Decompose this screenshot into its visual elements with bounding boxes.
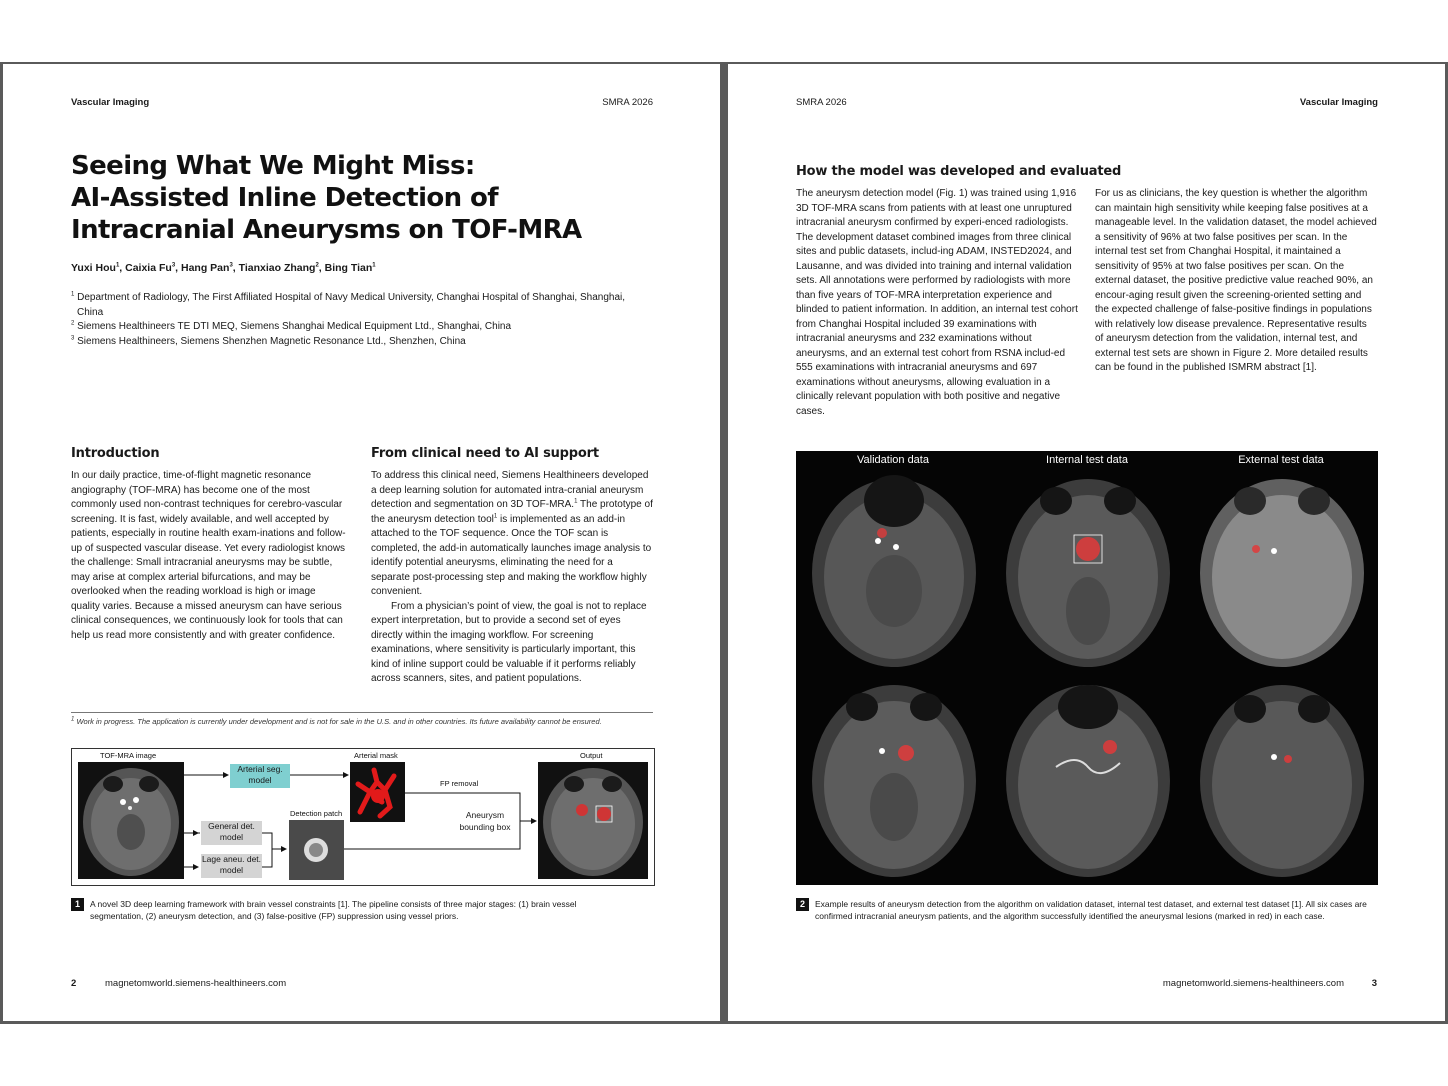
column-header-internal: Internal test data <box>1046 454 1128 466</box>
affiliation: $^3$ Siemens Healthineers, Siemens Shenzhen Magnetic Resonance Ltd., Shenzhen, China <box>71 335 466 347</box>
large-aneurysm-det-model-box: Lage aneu. det. model <box>201 854 262 878</box>
label-output: Output <box>580 751 603 760</box>
detection-patch-image <box>289 820 344 880</box>
figure-1-caption: A novel 3D deep learning framework with brain vessel constraints [1]. The pipeline consists of three major stages: (1) brain vessel segmentation, (2) aneurysm detection, and (3) false-positive (FP) suppression using vessel priors. <box>90 899 577 921</box>
affiliation: $^1$ Department of Radiology, The First Affiliated Hospital of Navy Medical University, Changhai Hospital of Shanghai, Shanghai, China <box>71 291 626 318</box>
footnote-divider <box>71 712 653 713</box>
arterial-seg-model-box: Arterial seg. model <box>230 764 290 788</box>
mri-scan-internal-1 <box>996 471 1180 671</box>
results-text: For us as clinicians, the key question is whether the algorithm can maintain high sensitivity while keeping false positives at a manageable level. In the validation dataset, the model achieved a sensitivity of 96% at two false positives per scan. In the internal test set from Changhai Hospital, it maintained a sensitivity of 95% at two false positives per scan. On the external dataset, the positive predictive value reached 90%, an encour-aging result given the screening-oriented setting and the expected challenge of false-positive findings in populations with relatively low disease prevalence. Representative results of aneurysm detection from the validation, internal test, and external test sets are shown in Figure 2. More detailed results can be found in the published ISMRM abstract [1]. <box>1095 188 1377 373</box>
label-arterial-mask: Arterial mask <box>354 751 398 760</box>
figure-2-caption: Example results of aneurysm detection from the algorithm on validation dataset, internal test dataset, and external test dataset [1]. All six cases are confirmed intracranial aneurysm patients, and the algorithm successfully identified the aneurysmal lesions (marked in red) in each case. <box>815 899 1367 921</box>
running-header-left: Vascular Imaging <box>71 97 150 108</box>
figure-2-results-grid <box>796 451 1378 885</box>
title-line: AI-Assisted Inline Detection of <box>71 183 499 213</box>
article-title <box>71 150 671 246</box>
clinical-text <box>371 469 653 687</box>
figure-1-pipeline <box>71 748 655 886</box>
intro-text: In our daily practice, time-of-flight magnetic resonance angiography (TOF-MRA) has become one of the most commonly used non-contrast techniques for cerebro-vascular screening. It is fast, widely available, and well accepted by patients, especially in routine health exam-inations and follow-up of suspected vascular disease. Yet every radiologist knows the challenge: Small intracranial aneurysms may be subtle, may arise at complex arterial bifurcations, and may be overlooked when the reading workload is high or image quality varies. Because a missed aneurysm can have serious clinical consequences, we continuously look for tools that can help us read more consistently and with greater confidence. <box>71 470 346 641</box>
section-heading: How the model was developed and evaluated <box>796 164 1122 179</box>
methods-text: The aneurysm detection model (Fig. 1) was trained using 1,916 3D TOF-MRA scans from patients with at least one unruptured intracranial aneurysm confirmed by experi-enced radiologists. The development dataset combined images from three clinical sites and public datasets, includ-ing ADAM, INSTED2024, and Lausanne, and was divided into training and internal validation sets. All annotations were performed by radiologists with more than five years of TOF-MRA interpretation experience and blinded to patient information. In addition, an internal test cohort from Changhai Hospital included 39 examinations with intracranial aneurysms and 232 examinations without aneurysms, and an external test cohort from RSNA includ-ed 555 examinations with intracranial aneurysms and 697 examinations without aneurysms, allowing evaluation in a clinically relevant population with both positive and negative cases. <box>796 188 1078 417</box>
introduction-section <box>71 446 346 643</box>
author: Yuxi Hou$^1$ <box>71 262 120 274</box>
paragraph: To address this clinical need, Siemens Healthineers developed a deep learning solution for automated intra-cranial aneurysm detection and segmentation on 3D TOF-MRA.$^1$ The prototype of the aneurysm detection tool$^1$ is implemented as an add-in attached to the TOF sequence. Once the TOF scan is completed, the add-in automatically launches image analysis to identify potential aneurysms, eliminating the need for a separate post-processing step and making the workflow highly convenient. <box>371 470 653 597</box>
section-heading: From clinical need to AI support <box>371 446 599 461</box>
arterial-mask-image <box>350 762 405 822</box>
author: Caixia Fu$^3$ <box>125 262 176 274</box>
mri-scan-validation-1 <box>802 471 986 671</box>
section-heading: Introduction <box>71 446 160 461</box>
figure-number-badge: 2 <box>796 898 809 911</box>
brain-scan-icon <box>78 762 184 879</box>
label-detection-patch: Detection patch <box>290 809 343 818</box>
page-number: 2 <box>71 978 77 989</box>
column-header-validation: Validation data <box>857 454 929 466</box>
title-line: Intracranial Aneurysms on TOF-MRA <box>71 215 582 245</box>
general-det-model-box: General det. model <box>201 821 262 845</box>
footer-url: magnetomworld.siemens-healthineers.com <box>105 978 287 989</box>
author: Bing Tian$^1$ <box>324 262 376 274</box>
title-line: Seeing What We Might Miss: <box>71 151 475 181</box>
mri-scan-external-1 <box>1190 471 1374 671</box>
label-tof-mra-image: TOF-MRA image <box>100 751 157 760</box>
aneurysm-bounding-box-label: Aneurysm bounding box <box>459 810 511 832</box>
figure-number-badge: 1 <box>71 898 84 911</box>
author-list: Yuxi Hou$^1$, Caixia Fu$^3$, Hang Pan$^3$, Tianxiao Zhang$^2$, Bing Tian$^1$ <box>71 262 376 274</box>
running-header-left: SMRA 2026 <box>796 97 847 108</box>
left-page <box>3 64 720 1021</box>
vessel-mask-icon <box>350 762 405 822</box>
footer-url: magnetomworld.siemens-healthineers.com <box>1162 978 1344 989</box>
clinical-need-section <box>371 446 653 687</box>
column-header-external: External test data <box>1238 454 1324 466</box>
mri-scan-external-2 <box>1190 677 1374 881</box>
mri-scan-internal-2 <box>996 677 1180 881</box>
author: Tianxiao Zhang$^2$ <box>238 262 319 274</box>
output-image <box>538 762 648 879</box>
paragraph: From a physician’s point of view, the goal is not to replace expert interpretation, but to provide a second set of eyes directly within the imaging workflow. For screening examinations, where sensitivity is particularly important, this kind of inline support could be valuable if it performs reliably across scanners, sites, and patient populations. <box>371 600 647 684</box>
page-number: 3 <box>1371 978 1377 989</box>
label-fp-removal: FP removal <box>440 779 479 788</box>
author: Hang Pan$^3$ <box>181 262 233 274</box>
mri-scan-validation-2 <box>802 677 986 881</box>
output-scan-icon <box>538 762 648 879</box>
running-header-right: Vascular Imaging <box>1299 97 1378 108</box>
footnote: $^1$ Work in progress. The application is currently under development and is not for sale in the U.S. and in other countries. Its future availability cannot be ensured. <box>71 716 602 726</box>
affiliations <box>71 291 631 349</box>
affiliation: $^2$ Siemens Healthineers TE DTI MEQ, Siemens Shanghai Medical Equipment Ltd., Shanghai, China <box>71 320 512 332</box>
right-page <box>728 64 1445 1021</box>
tof-mra-input-image <box>78 762 184 879</box>
running-header-right: SMRA 2026 <box>602 97 653 108</box>
patch-icon <box>289 820 344 880</box>
